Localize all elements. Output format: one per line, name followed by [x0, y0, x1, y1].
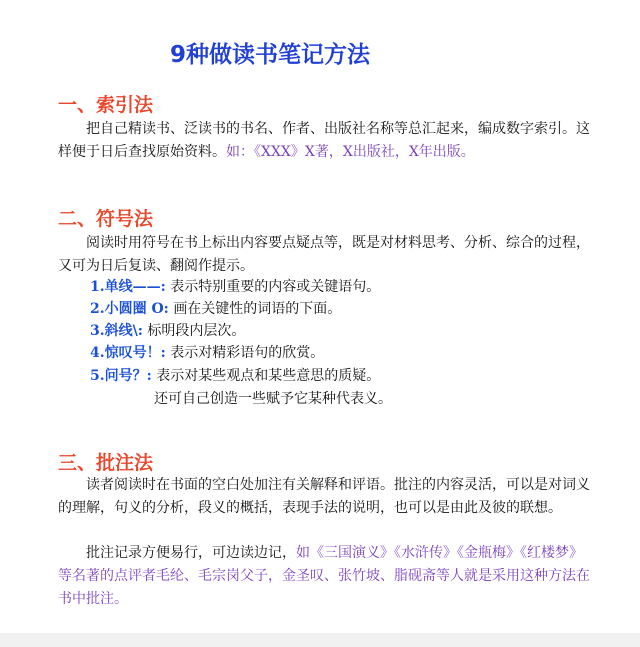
section-symbol-intro: 阅读时用符号在书上标出内容要点疑点等，既是对材料思考、分析、综合的过程，又可为日后复读、翻阅作提示。	[58, 235, 590, 274]
annotation-para2-start: 批注记录方便易行，可边读边记，	[86, 545, 296, 561]
symbol-label: 5.问号？:	[90, 368, 152, 384]
section-heading-annotation: 三、批注法	[58, 452, 154, 474]
section-index-example: 如：《XXX》X著，X出版社，X年出版。	[226, 144, 475, 160]
annotation-para2-highlight: 如《三国演义》《水浒传》《金瓶梅》《红楼梦》等名著的点评者毛纶、毛宗岗父子，金圣叹、张竹坡、脂砚斋等人就是采用这种方法在书中批注。	[58, 545, 590, 607]
symbol-desc: 表示对精彩语句的欣赏。	[170, 345, 325, 361]
symbol-desc: 表示特别重要的内容或关键语句。	[170, 279, 381, 295]
section-annotation-para2	[58, 542, 590, 611]
symbol-desc: 画在关键性的词语的下面。	[173, 301, 342, 317]
section-heading-index: 一、索引法	[58, 94, 154, 116]
list-item	[90, 298, 341, 320]
symbol-desc: 标明段内层次。	[147, 323, 246, 339]
section-index-body: 把自己精读书、泛读书的书名、作者、出版社名称等总汇起来，编成数字索引。这样便于日后查找原始资料。	[58, 121, 590, 160]
section-index-text	[58, 118, 590, 164]
symbol-label: 1.单线——:	[90, 279, 166, 295]
list-item	[90, 276, 380, 298]
section-annotation-para1: 读者阅读时在书面的空白处加注有关解释和评语。批注的内容灵活，可以是对词义的理解，句义的分析，段义的概括，表现手法的说明，也可以是由此及彼的联想。	[58, 477, 590, 516]
symbol-label: 3.斜线\:	[90, 323, 143, 339]
page-title: 9种做读书笔记方法	[169, 42, 370, 68]
list-item	[90, 320, 245, 342]
page-bottom-band	[0, 633, 640, 647]
list-item	[90, 365, 380, 387]
symbol-label: 4.惊叹号！:	[90, 345, 166, 361]
section-heading-symbol: 二、符号法	[58, 208, 154, 230]
symbol-note: 还可自己创造一些赋予它某种代表义。	[154, 391, 392, 407]
symbol-label: 2.小圆圈 O:	[90, 301, 169, 317]
symbol-desc: 表示对某些观点和某些意思的质疑。	[156, 368, 381, 384]
list-item	[90, 342, 324, 364]
